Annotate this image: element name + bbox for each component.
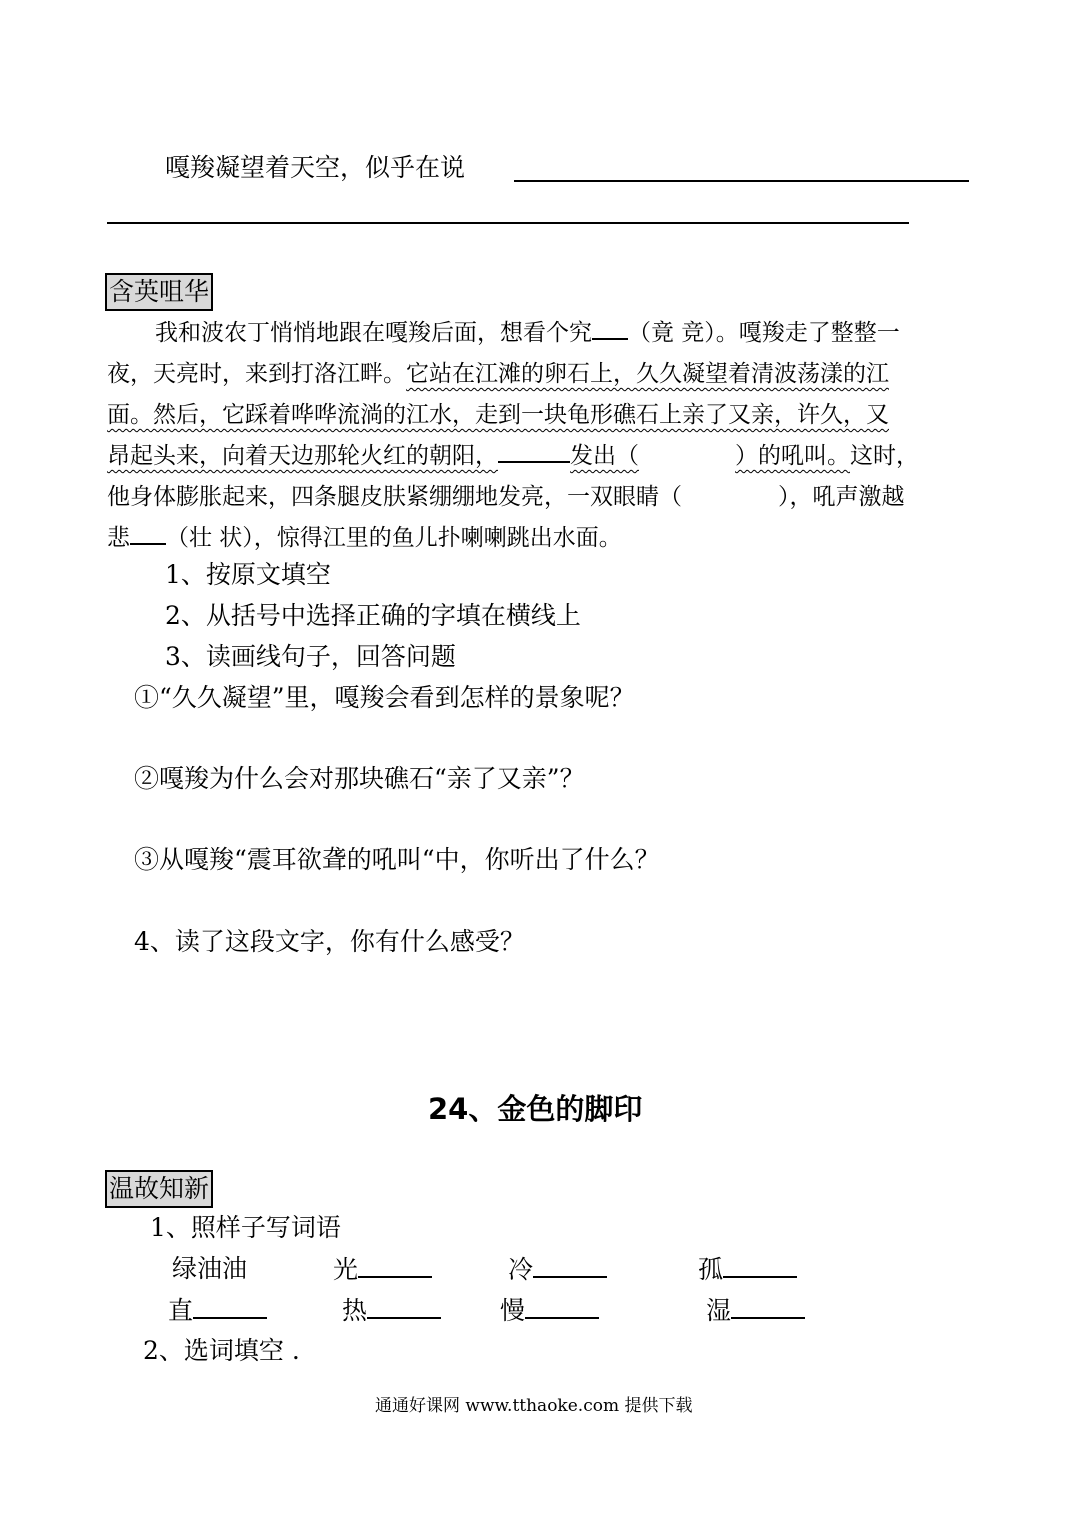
passage-line [107, 518, 969, 559]
answer-line[interactable] [107, 222, 909, 224]
passage-text: 这时， [850, 443, 919, 469]
passage-text: ），吼声激越 [778, 484, 905, 510]
word-stem: 热 [342, 1296, 368, 1325]
word-blank[interactable] [525, 1295, 599, 1319]
word-blank[interactable] [533, 1254, 607, 1278]
passage-text: 他身体膨胀起来，四条腿皮肤紧绷绷地发亮，一双眼睛（ [107, 484, 682, 510]
question-3-2: ②嘎羧为什么会对那块礁石“亲了又亲”？ [134, 764, 585, 793]
underlined-sentence [107, 443, 850, 469]
dash-blank[interactable] [498, 446, 570, 463]
passage-line [107, 313, 969, 354]
page-footer: 通通好课网 www.tthaoke.com 提供下载 [375, 1396, 693, 1416]
passage-text: 我和波农丁悄悄地跟在嘎羧后面，想看个究 [155, 320, 592, 346]
word-stem: 孤 [698, 1255, 724, 1284]
passage-text: ）的吼叫。 [735, 443, 850, 469]
word-item [508, 1254, 607, 1285]
question-3: 3、读画线句子，回答问题 [165, 642, 456, 671]
question-4: 4、读了这段文字，你有什么感受？ [134, 927, 525, 956]
passage-text: （壮 状），惊得江里的鱼儿扑喇喇跳出水面。 [166, 525, 622, 551]
word-stem: 湿 [706, 1296, 732, 1325]
question-3-3: ③从嘎羧“震耳欲聋的吼叫“中，你听出了什么？ [134, 845, 660, 874]
word-item [168, 1295, 267, 1326]
fill-blank[interactable] [592, 318, 628, 340]
lesson-title: 24、金色的脚印 [428, 1092, 643, 1126]
passage-text: 夜，天亮时，来到打洛江畔。 [107, 361, 406, 387]
question-2: 2、从括号中选择正确的字填在横线上 [165, 601, 581, 630]
word-item [698, 1254, 797, 1285]
word-example: 绿油油 [172, 1254, 248, 1283]
section-label-hanying: 含英咀华 [105, 273, 213, 311]
word-item [342, 1295, 441, 1326]
question-3-1: ①“久久凝望”里，嘎羧会看到怎样的景象呢？ [134, 683, 635, 712]
word-item [500, 1295, 599, 1326]
underlined-sentence: 面。然后，它踩着哗哗流淌的江水，走到一块龟形礁石上亲了又亲，许久，又 [107, 402, 889, 428]
word-blank[interactable] [723, 1254, 797, 1278]
passage [107, 313, 969, 559]
passage-text: 昂起头来，向着天边那轮火红的朝阳， [107, 443, 498, 469]
answer-line[interactable] [514, 180, 969, 182]
passage-text: 发出（ [570, 443, 639, 469]
passage-line [107, 395, 969, 436]
fill-blank[interactable] [130, 523, 166, 545]
section2-question-1: 1、照样子写词语 [150, 1213, 341, 1242]
word-blank[interactable] [358, 1254, 432, 1278]
passage-line [107, 477, 969, 518]
word-item [706, 1295, 805, 1326]
word-stem: 冷 [508, 1255, 534, 1284]
word-blank[interactable] [193, 1295, 267, 1319]
passage-line [107, 436, 969, 477]
passage-line [107, 354, 969, 395]
passage-text: 悲 [107, 525, 130, 551]
underlined-sentence: 它站在江滩的卵石上，久久凝望着清波荡漾的江 [406, 361, 889, 387]
question-1: 1、按原文填空 [165, 560, 331, 589]
word-blank[interactable] [731, 1295, 805, 1319]
prompt-sentence: 嘎羧凝望着天空，似乎在说 [165, 153, 466, 182]
passage-text: （竟 竞）。嘎羧走了整整一 [628, 320, 900, 346]
word-blank[interactable] [367, 1295, 441, 1319]
section2-question-2: 2、选词填空 . [143, 1336, 300, 1365]
word-stem: 慢 [500, 1296, 526, 1325]
word-stem: 直 [168, 1296, 194, 1325]
word-stem: 光 [333, 1255, 359, 1284]
section-label-wengu: 温故知新 [105, 1170, 213, 1208]
word-item [333, 1254, 432, 1285]
